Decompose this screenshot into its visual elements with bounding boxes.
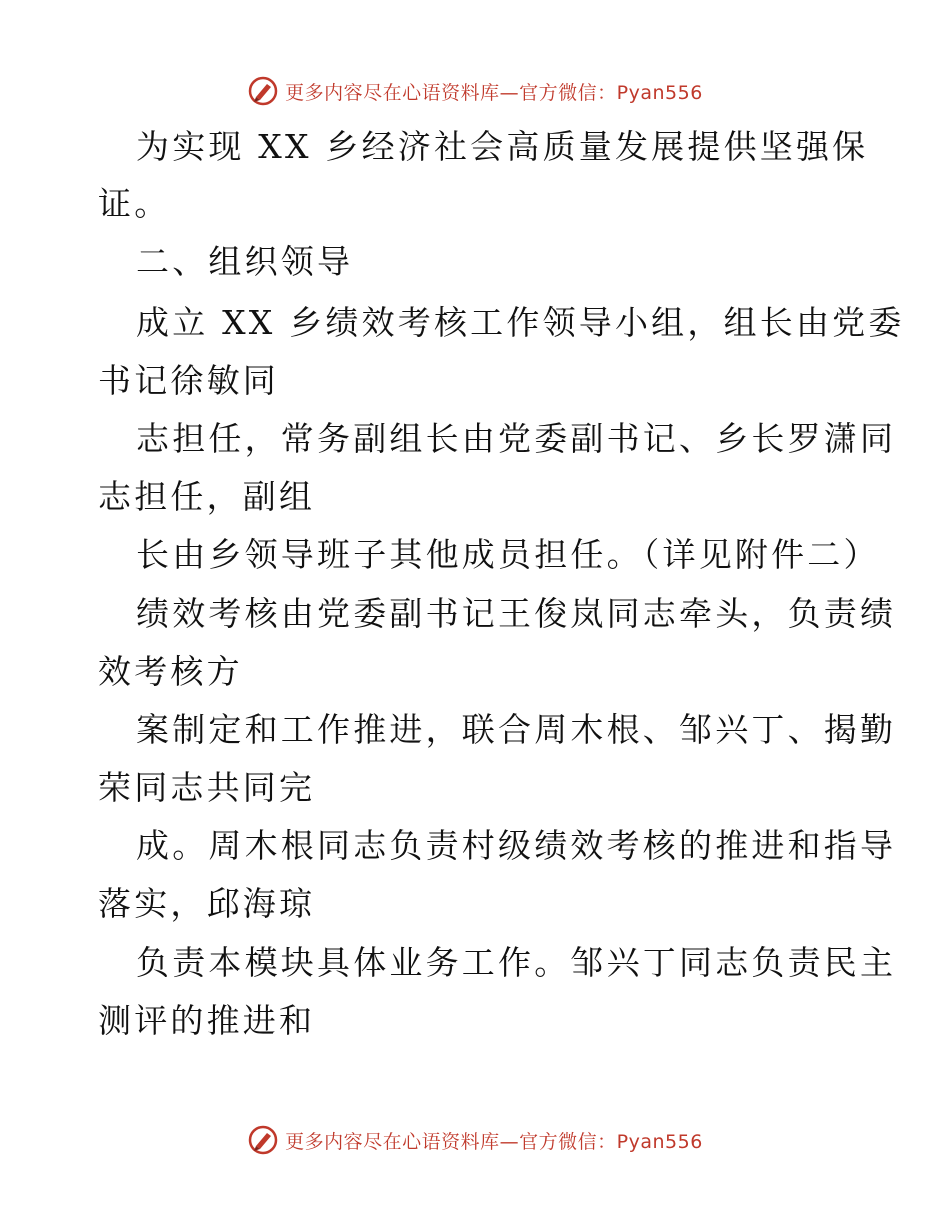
text-line: 负责本模块具体业务工作。邹兴丁同志负责民主 [136, 943, 897, 982]
text-line: 落实，邱海琼 [98, 884, 316, 923]
header-watermark [0, 71, 950, 111]
text-line: 证。 [98, 184, 171, 223]
text-line: 效考核方 [98, 652, 243, 691]
pen-logo-icon [247, 75, 279, 107]
text-line: 荣同志共同完 [98, 768, 316, 807]
pen-logo-icon [247, 1124, 279, 1156]
section-heading: 二、组织领导 [136, 242, 354, 281]
text-line: 成。周木根同志负责村级绩效考核的推进和指导 [136, 826, 897, 865]
text-line: 绩效考核由党委副书记王俊岚同志牵头，负责绩 [136, 594, 897, 633]
watermark-text: 更多内容尽在心语资料库—官方微信：Pyan556 [285, 1130, 703, 1153]
text-line: 为实现 XX 乡经济社会高质量发展提供坚强保 [136, 127, 869, 166]
text-line: 志担任，副组 [98, 477, 316, 516]
text-line: 书记徐敏同 [98, 361, 279, 400]
text-line: 长由乡领导班子其他成员担任。（详见附件二） [136, 535, 880, 574]
text-line: 测评的推进和 [98, 1001, 316, 1040]
text-line: 志担任，常务副组长由党委副书记、乡长罗潇同 [136, 419, 897, 458]
footer-watermark [0, 1120, 950, 1160]
watermark-text: 更多内容尽在心语资料库—官方微信：Pyan556 [285, 81, 703, 104]
text-line: 成立 XX 乡绩效考核工作领导小组，组长由党委 [136, 303, 905, 342]
text-line: 案制定和工作推进，联合周木根、邹兴丁、揭勤 [136, 710, 897, 749]
